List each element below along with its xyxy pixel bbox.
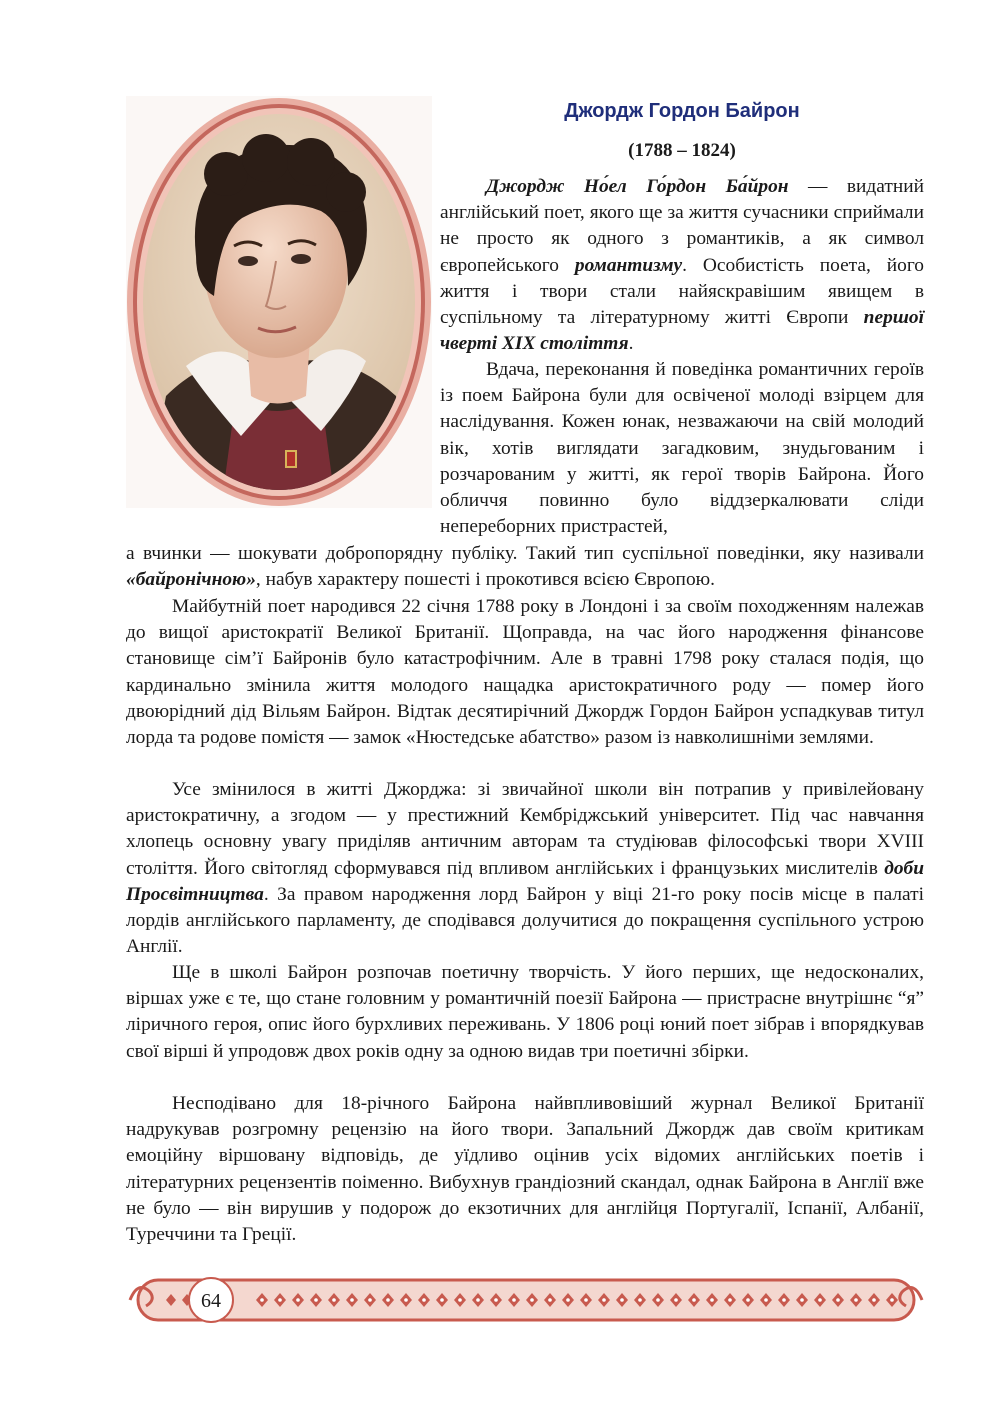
ornament-dot: [512, 1298, 516, 1302]
ornament-dot: [260, 1298, 264, 1302]
ornament-dot: [476, 1298, 480, 1302]
ornament-dot: [350, 1298, 354, 1302]
ornament-dot: [836, 1298, 840, 1302]
paragraph-4: Усе змінилося в житті Джорджа: зі звичайної школи він потрапив у привілейовану аристократичну, а згодом — у престижний Кембріджський університет. Під час навчання хлопець основну увагу приділяв античним авторам та студіював філософські твори XVIII століття. Його світогляд сформувався під впливом англійських і французьких мислителів доби Просвітництва. За правом народження лорд Байрон у віці 21-го року посів місце в палаті лордів англійського парламенту, де сподівався долучитися до покращення суспільного устрою Англії.: [126, 779, 924, 958]
ornament-dot: [818, 1298, 822, 1302]
ornament-dot: [278, 1298, 282, 1302]
ornament-dot: [296, 1298, 300, 1302]
ornament-dot: [890, 1298, 894, 1302]
ornament-dot: [458, 1298, 462, 1302]
portrait-frame: [126, 96, 432, 508]
poet-full-name: Джордж Но́ел Го́рдон Ба́йрон: [486, 176, 789, 197]
ornament-dot: [872, 1298, 876, 1302]
ornament-band-icon: [126, 1272, 926, 1328]
ornament-dot: [386, 1298, 390, 1302]
ornament-dot: [530, 1298, 534, 1302]
paragraph-2-part-1: Вдача, переконання й поведінка романтичних героїв із поем Байрона були для освіченої молоді взірцем для наслідування. Кожен юнак, незважаючи на свій молодий вік, хотів виглядати загадковим, знудьгованим і розчарованим у житті, як герої творів Байрона. Його обличчя повинно було віддзеркалювати сліди непереборних пристрастей,: [440, 359, 924, 538]
ornament-dot: [314, 1298, 318, 1302]
life-years: (1788 – 1824): [628, 140, 736, 161]
ornament-dot: [620, 1298, 624, 1302]
ornament-dot: [440, 1298, 444, 1302]
paragraph-3: Майбутній поет народився 22 січня 1788 року в Лондоні і за своїм походженням належав до вищої аристократії Великої Британії. Щоправда, на час його народження фінансове становище сім’ї Байронів було катастрофічним. Але в травні 1798 року сталася подія, що кардинально змінила життя молодого нащадка аристократичного роду — помер його двоюрідний дід Вільям Байрон. Відтак десятирічний Джордж Гордон Байрон успадкував титул лорда та родове помістя — замок «Нюстедське абатство» разом із навколишніми землями.: [126, 596, 924, 749]
term-byronic: «байронічною»: [126, 569, 256, 591]
ornament-dot: [728, 1298, 732, 1302]
term-first-quarter-century: першої чверті XIX століття: [440, 307, 924, 355]
ornament-dot: [746, 1298, 750, 1302]
ornament-dot: [602, 1298, 606, 1302]
ornament-dot: [422, 1298, 426, 1302]
byron-portrait-image: [126, 96, 432, 508]
paragraph-2-part-2: а вчинки — шокувати добропорядну публіку. Такий тип суспільної поведінки, яку називали «байронічною», набув характеру пошесті і прокотився всією Європою.: [126, 543, 924, 591]
ornament-dot: [656, 1298, 660, 1302]
page-title: Джордж Гордон Байрон: [564, 100, 800, 122]
page-number: 64: [201, 1290, 221, 1312]
ornament-dot: [674, 1298, 678, 1302]
ornament-dot: [854, 1298, 858, 1302]
ornament-dot: [332, 1298, 336, 1302]
ornament-dot: [404, 1298, 408, 1302]
paragraph-6: Несподівано для 18-річного Байрона найвпливовіший журнал Великої Британії надрукував розгромну рецензію на його твори. Запальний Джордж дав своїм критикам емоційну віршовану відповідь, де уїдливо оцінив усіх відомих англійських поетів і літературних рецензентів поіменно. Вибухнув грандіозний скандал, однак Байрона в Англії вже не було — він вирушив у подорож до екзотичних для англійця Португалії, Іспанії, Албанії, Туреччини та Греції.: [126, 1093, 924, 1246]
ornament-dot: [494, 1298, 498, 1302]
paragraph-5: Ще в школі Байрон розпочав поетичну творчість. У його перших, ще недосконалих, віршах уже є те, що стане головним у романтичній поезії Байрона — пристрасне внутрішнє “я” ліричного героя, опис його бурхливих переживань. У 1806 році юний поет зібрав і впорядкував свої вірші й упродовж двох років одну за одною видав три поетичні збірки.: [126, 962, 924, 1062]
ornament-dot: [692, 1298, 696, 1302]
ornament-dot: [638, 1298, 642, 1302]
ornament-dot: [710, 1298, 714, 1302]
intro-paragraph: Джордж Но́ел Го́рдон Ба́йрон — видатний англійський поет, якого ще за життя сучасники сприймали не просто як одного з романтиків, а як символ європейського романтизму. Особистість поета, його життя і твори стали найяскравішим явищем в суспільному та літературному житті Європи першої чверті XIX століття.: [440, 176, 924, 355]
ornament-dot: [548, 1298, 552, 1302]
ornament-dot: [368, 1298, 372, 1302]
ornament-dot: [764, 1298, 768, 1302]
ornament-dot: [566, 1298, 570, 1302]
term-romanticism: романтизму: [574, 254, 683, 276]
ornament-dot: [584, 1298, 588, 1302]
term-enlightenment: доби Просвітництва: [126, 857, 924, 905]
ornament-dot: [782, 1298, 786, 1302]
ornament-dot: [800, 1298, 804, 1302]
footer-ornament: [126, 1272, 926, 1328]
